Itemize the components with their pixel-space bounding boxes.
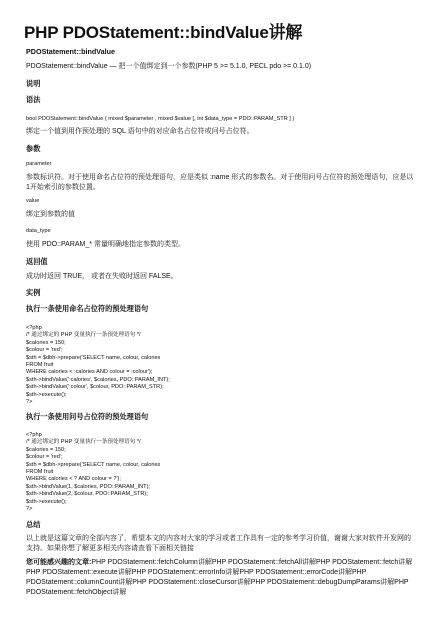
- page-title: PHP PDOStatement::bindValue讲解: [24, 23, 303, 42]
- code-line: $sth->bindValue(':colour', $colour, PDO::PARAM_STR);: [26, 384, 164, 391]
- heading-summary: 总结: [26, 520, 41, 529]
- code-line: <?php: [26, 325, 42, 331]
- heading-description: 说明: [26, 79, 41, 88]
- code-line: $sth = $dbh->prepare('SELECT name, colour, calories: [26, 354, 161, 361]
- related-articles: [26, 558, 414, 598]
- heading-return: 返回值: [26, 257, 48, 266]
- param-desc-data-type: 使用 PDO::PARAM_* 常量明确地指定参数的类型。: [26, 241, 185, 248]
- param-desc-value: 绑定到参数的值: [26, 211, 75, 218]
- param-desc-parameter: 参数标识符。对于使用命名占位符的预处理语句，应是类似 :name 形式的参数名。对于使用问号占位符的预处理语句，应是以1开始索引的参数位置。: [26, 174, 414, 191]
- code-line: WHERE calories < ? AND colour = ?');: [26, 476, 121, 483]
- doc-summary: PDOStatement::bindValue — 把一个值绑定到一个参数(PHP 5 >= 5.1.0, PECL pdo >= 0.1.0): [26, 63, 312, 70]
- code-line: $sth->execute();: [26, 498, 67, 505]
- code-line: $sth = $dbh->prepare('SELECT name, colour, calories: [26, 461, 161, 468]
- param-name-parameter: parameter: [26, 161, 52, 167]
- code-line: $sth->bindValue(':calories', $calories, PDO::PARAM_INT);: [26, 376, 170, 383]
- code-line: FROM fruit: [26, 362, 54, 369]
- summary-text: 以上就是这篇文章的全部内容了，希望本文的内容对大家的学习或者工作具有一定的参考学习价值，谢谢大家对软件开发网的支持。如果你想了解更多相关内容请查看下面相关链接: [26, 535, 411, 552]
- heading-example-2: 执行一条使用问号占位符的预处理语句: [26, 412, 149, 421]
- heading-parameters: 参数: [26, 144, 41, 153]
- param-name-value: value: [26, 198, 40, 204]
- code-line: $colour = 'red';: [26, 347, 63, 354]
- heading-example: 实例: [26, 288, 41, 297]
- code-line: <?php: [26, 432, 42, 438]
- code-block-1: [26, 325, 414, 406]
- code-line: /* 通过绑定的 PHP 变量执行一条预处理语句 */: [26, 439, 141, 446]
- code-block-2: [26, 432, 414, 513]
- code-line: /* 通过绑定的 PHP 变量执行一条预处理语句 */: [26, 332, 141, 339]
- syntax-signature: bool PDOStatement::bindValue ( mixed $parameter , mixed $value [, int $data_type = PDO::PARAM_STR ] ): [26, 116, 295, 122]
- doc-subtitle: PDOStatement::bindValue: [26, 47, 116, 56]
- return-description: 成功时返回 TRUE， 或者在失败时返回 FALSE。: [26, 273, 178, 280]
- code-line: WHERE calories < :calories AND colour = :colour');: [26, 369, 153, 376]
- param-name-data-type: data_type: [26, 228, 51, 234]
- code-line: $sth->execute();: [26, 391, 67, 398]
- code-line: $calories = 150;: [26, 339, 66, 346]
- code-line: ?>: [26, 506, 33, 513]
- code-line: $sth->bindValue(1, $calories, PDO::PARAM_INT);: [26, 483, 150, 490]
- heading-syntax: 语法: [26, 95, 41, 104]
- code-line: FROM fruit: [26, 469, 54, 476]
- heading-example-1: 执行一条使用命名占位符的预处理语句: [26, 304, 149, 313]
- related-links[interactable]: PHP PDOStatement::fetchColumn讲解PHP PDOStatement::fetchAll讲解PHP PDOStatement::fetch讲解PHP PDOStatement::execute讲解PHP PDOStatement::errorInfo讲解PHP PDOStatement::errorCode讲解PHP PDOStatement::columnCount讲解PHP PDOStatement::closeCursor讲解PHP PDOStatement::debugDumpParams讲解PHP PDOStatement::fetchObject讲解: [26, 559, 413, 596]
- code-line: ?>: [26, 399, 33, 406]
- code-line: $calories = 150;: [26, 446, 66, 453]
- related-label: 您可能感兴趣的文章:: [26, 559, 92, 566]
- code-line: $colour = 'red';: [26, 454, 63, 461]
- code-line: $sth->bindValue(2, $colour, PDO::PARAM_STR);: [26, 491, 148, 498]
- syntax-description: 绑定一个值到用作预处理的 SQL 语句中的对应命名占位符或问号占位符。: [26, 128, 254, 135]
